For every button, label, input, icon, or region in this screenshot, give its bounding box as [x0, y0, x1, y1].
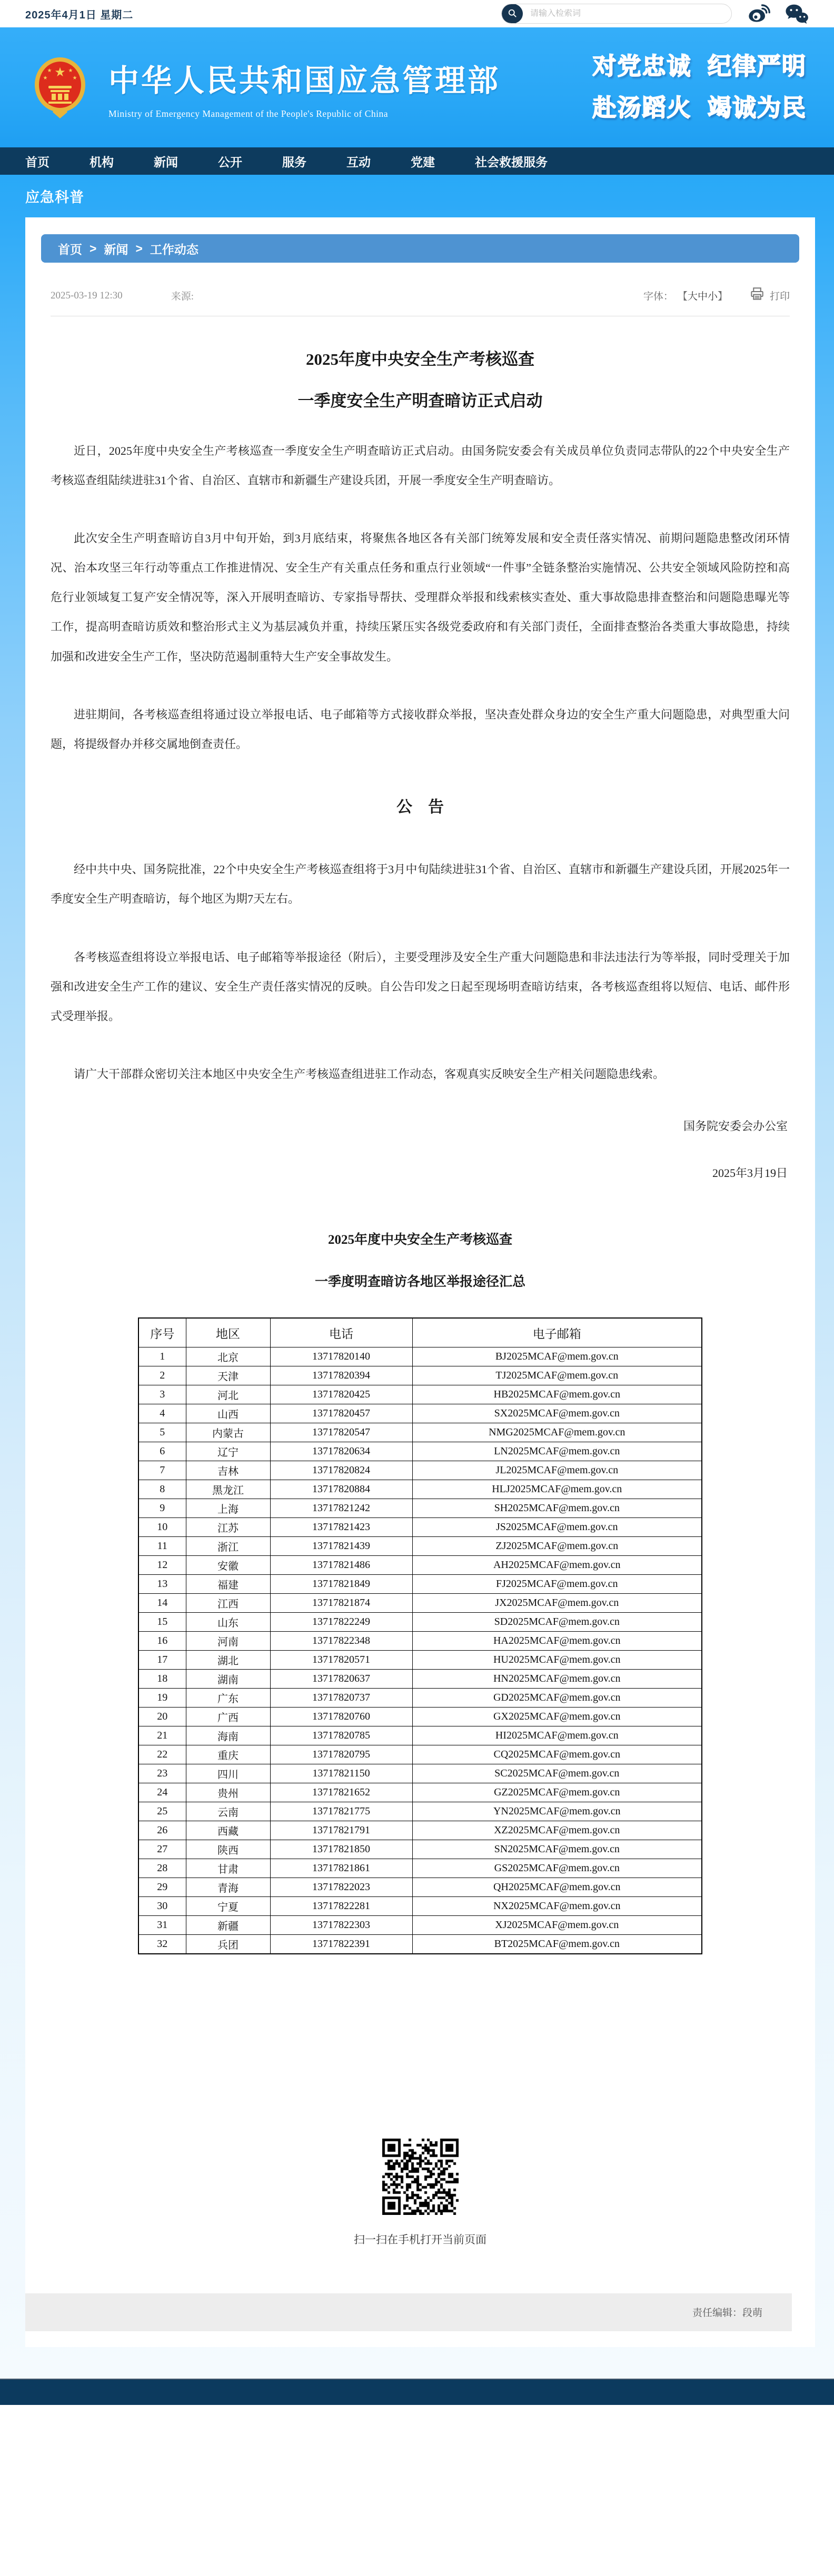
table-row — [138, 1347, 702, 1366]
source-label: 来源: — [171, 291, 194, 302]
row-index-cell: 24 — [138, 1783, 186, 1802]
phone-cell: 13717821423 — [270, 1518, 412, 1537]
content-background — [0, 175, 834, 2379]
table-row — [138, 1499, 702, 1518]
email-cell: XJ2025MCAF@mem.gov.cn — [412, 1916, 702, 1935]
region-cell: 上海 — [186, 1499, 270, 1518]
phone-cell: 13717821861 — [270, 1859, 412, 1878]
row-index-cell: 13 — [138, 1575, 186, 1594]
email-cell: HA2025MCAF@mem.gov.cn — [412, 1632, 702, 1651]
region-cell: 西藏 — [186, 1821, 270, 1840]
table-title-line1: 2025年度中央安全生产考核巡查 — [327, 1232, 512, 1247]
svg-text:★: ★ — [54, 65, 66, 79]
table-row — [138, 1859, 702, 1878]
weibo-icon[interactable] — [748, 2, 771, 25]
region-cell: 江苏 — [186, 1518, 270, 1537]
email-cell: GZ2025MCAF@mem.gov.cn — [412, 1783, 702, 1802]
email-cell: JX2025MCAF@mem.gov.cn — [412, 1594, 702, 1613]
nav-item-7[interactable]: 社会救援服务 — [475, 155, 548, 169]
article-body — [51, 436, 790, 1089]
table-row — [138, 1594, 702, 1613]
phone-cell: 13717820785 — [270, 1726, 412, 1745]
row-index-cell: 21 — [138, 1726, 186, 1745]
phone-cell: 13717821874 — [270, 1594, 412, 1613]
breadcrumb-separator: > — [90, 241, 97, 255]
phone-cell: 13717822348 — [270, 1632, 412, 1651]
region-cell: 福建 — [186, 1575, 270, 1594]
font-size-small[interactable]: 小 — [707, 291, 718, 302]
phone-cell: 13717821652 — [270, 1783, 412, 1802]
row-index-cell: 16 — [138, 1632, 186, 1651]
table-row — [138, 1764, 702, 1783]
search-button[interactable] — [502, 4, 523, 24]
row-index-cell: 31 — [138, 1916, 186, 1935]
email-cell: NMG2025MCAF@mem.gov.cn — [412, 1423, 702, 1442]
article-title-line1: 2025年度中央安全生产考核巡查 — [306, 350, 534, 368]
table-row — [138, 1651, 702, 1670]
print-label: 打印 — [769, 291, 790, 302]
phone-cell: 13717820425 — [270, 1385, 412, 1404]
column-header-email: 电子邮箱 — [412, 1318, 702, 1347]
table-row — [138, 1821, 702, 1840]
phone-cell: 13717820547 — [270, 1423, 412, 1442]
phone-cell: 13717821849 — [270, 1575, 412, 1594]
table-row — [138, 1461, 702, 1480]
region-cell: 海南 — [186, 1726, 270, 1745]
notice-title: 公 告 — [396, 798, 444, 816]
article-card — [25, 217, 815, 2347]
editor-bar — [25, 2293, 792, 2331]
article-paragraph: 此次安全生产明查暗访自3月中旬开始，到3月底结束，将聚焦各地区各有关部门统筹发展和安全责任落实情况、前期问题隐患整改闭环情况、治本攻坚三年行动等重点工作推进情况、安全生产有关重点任务和重点行业领域“一件事”全链条整治实施情况、公共安全领域风险防控和高危行业领域复工复产安全情况等，深入开展明查暗访、专家指导帮扶、受理群众举报和线索核实查处、重大事故隐患排查整治和问题隐患曝光等工作，提高明查暗访质效和整治形式主义为基层减负并重，持续压紧压实各级党委政府和有关部门责任，全面排查整治各类重大事故隐患，持续加强和改进安全生产工作，坚决防范遏制重特大生产安全事故发生。 — [51, 532, 790, 663]
region-cell: 河北 — [186, 1385, 270, 1404]
row-index-cell: 12 — [138, 1556, 186, 1575]
main-nav — [0, 147, 834, 175]
row-index-cell: 1 — [138, 1347, 186, 1366]
phone-cell: 13717820394 — [270, 1366, 412, 1385]
region-cell: 吉林 — [186, 1461, 270, 1480]
region-cell: 青海 — [186, 1878, 270, 1897]
phone-cell: 13717822249 — [270, 1613, 412, 1632]
qr-section — [25, 2139, 815, 2247]
masthead — [0, 27, 834, 147]
table-row — [138, 1366, 702, 1385]
region-cell: 广西 — [186, 1708, 270, 1726]
phone-cell: 13717822303 — [270, 1916, 412, 1935]
social-links — [748, 2, 809, 25]
phone-cell: 13717821486 — [270, 1556, 412, 1575]
region-cell: 山东 — [186, 1613, 270, 1632]
publish-datetime: 2025-03-19 12:30 — [51, 289, 123, 301]
article-meta — [51, 287, 790, 304]
print-button[interactable] — [750, 287, 790, 304]
region-cell: 辽宁 — [186, 1442, 270, 1461]
region-cell: 河南 — [186, 1632, 270, 1651]
region-cell: 浙江 — [186, 1537, 270, 1556]
site-footer — [0, 2379, 834, 2405]
email-cell: NX2025MCAF@mem.gov.cn — [412, 1897, 702, 1916]
table-row — [138, 1745, 702, 1764]
font-size-switcher — [678, 288, 728, 303]
region-cell: 湖北 — [186, 1651, 270, 1670]
breadcrumb-item-0[interactable]: 首页 — [58, 242, 82, 256]
row-index-cell: 10 — [138, 1518, 186, 1537]
phone-cell: 13717821439 — [270, 1537, 412, 1556]
column-header-phone: 电话 — [270, 1318, 412, 1347]
email-cell: JS2025MCAF@mem.gov.cn — [412, 1518, 702, 1537]
email-cell: AH2025MCAF@mem.gov.cn — [412, 1556, 702, 1575]
email-cell: CQ2025MCAF@mem.gov.cn — [412, 1745, 702, 1764]
row-index-cell: 18 — [138, 1670, 186, 1689]
phone-cell: 13717820634 — [270, 1442, 412, 1461]
table-row — [138, 1689, 702, 1708]
table-row — [138, 1878, 702, 1897]
region-cell: 黑龙江 — [186, 1480, 270, 1499]
table-row — [138, 1726, 702, 1745]
table-row — [138, 1537, 702, 1556]
search-input[interactable] — [523, 9, 731, 18]
wechat-icon[interactable] — [785, 3, 809, 25]
slogan-line-1: 对党忠诚 纪律严明 — [592, 53, 807, 80]
email-cell: LN2025MCAF@mem.gov.cn — [412, 1442, 702, 1461]
svg-text:★: ★ — [47, 68, 52, 74]
region-cell: 安徽 — [186, 1556, 270, 1575]
column-header-region: 地区 — [186, 1318, 270, 1347]
row-index-cell: 9 — [138, 1499, 186, 1518]
email-cell: SC2025MCAF@mem.gov.cn — [412, 1764, 702, 1783]
email-cell: HN2025MCAF@mem.gov.cn — [412, 1670, 702, 1689]
row-index-cell: 4 — [138, 1404, 186, 1423]
region-cell: 陕西 — [186, 1840, 270, 1859]
slogan-line-2: 赴汤蹈火 竭诚为民 — [592, 94, 807, 121]
table-row — [138, 1442, 702, 1461]
email-cell: GX2025MCAF@mem.gov.cn — [412, 1708, 702, 1726]
region-cell: 北京 — [186, 1347, 270, 1366]
table-row — [138, 1897, 702, 1916]
svg-text:★: ★ — [72, 75, 77, 81]
bracket-close: 】 — [717, 291, 728, 302]
row-index-cell: 29 — [138, 1878, 186, 1897]
table-row — [138, 1802, 702, 1821]
row-index-cell: 8 — [138, 1480, 186, 1499]
table-row — [138, 1575, 702, 1594]
phone-cell: 13717822281 — [270, 1897, 412, 1916]
table-row — [138, 1783, 702, 1802]
notice-paragraph: 请广大干部群众密切关注本地区中央安全生产考核巡查组进驻工作动态，客观真实反映安全生产相关问题隐患线索。 — [74, 1067, 665, 1081]
phone-cell: 13717821242 — [270, 1499, 412, 1518]
font-size-medium[interactable]: 中 — [697, 291, 708, 302]
region-cell: 贵州 — [186, 1783, 270, 1802]
region-cell: 宁夏 — [186, 1897, 270, 1916]
region-cell: 内蒙古 — [186, 1423, 270, 1442]
row-index-cell: 20 — [138, 1708, 186, 1726]
table-row — [138, 1385, 702, 1404]
report-channels-table — [138, 1317, 702, 1954]
signature-date: 2025年3月19日 — [712, 1166, 788, 1180]
row-index-cell: 7 — [138, 1461, 186, 1480]
responsible-editor: 责任编辑：段萌 — [692, 2308, 762, 2319]
ministry-title-en: Ministry of Emergency Management of the People's Republic of China — [108, 108, 389, 119]
email-cell: FJ2025MCAF@mem.gov.cn — [412, 1575, 702, 1594]
printer-icon — [750, 287, 764, 304]
table-row — [138, 1840, 702, 1859]
table-row — [138, 1632, 702, 1651]
email-cell: SH2025MCAF@mem.gov.cn — [412, 1499, 702, 1518]
region-cell: 新疆 — [186, 1916, 270, 1935]
email-cell: SN2025MCAF@mem.gov.cn — [412, 1840, 702, 1859]
article-paragraph: 进驻期间，各考核巡查组将通过设立举报电话、电子邮箱等方式接收群众举报，坚决查处群众身边的安全生产重大问题隐患，对典型重大问题，将提级督办并移交属地倒查责任。 — [51, 707, 790, 751]
utility-bar — [0, 0, 834, 27]
email-cell: HI2025MCAF@mem.gov.cn — [412, 1726, 702, 1745]
phone-cell: 13717820637 — [270, 1670, 412, 1689]
table-title-line2: 一季度明查暗访各地区举报途径汇总 — [314, 1274, 525, 1289]
row-index-cell: 25 — [138, 1802, 186, 1821]
region-cell: 广东 — [186, 1689, 270, 1708]
breadcrumb-item-2: 工作动态 — [150, 242, 198, 256]
phone-cell: 13717820571 — [270, 1651, 412, 1670]
region-cell: 湖南 — [186, 1670, 270, 1689]
article-paragraph: 近日，2025年度中央安全生产考核巡查一季度安全生产明查暗访正式启动。由国务院安委会有关成员单位负责同志带队的22个中央安全生产考核巡查组陆续进驻31个省、自治区、直辖市和新疆生产建设兵团，开展一季度安全生产明查暗访。 — [51, 444, 790, 487]
report-table-body — [138, 1347, 702, 1954]
breadcrumb-item-1[interactable]: 新闻 — [104, 242, 128, 256]
region-cell: 天津 — [186, 1366, 270, 1385]
row-index-cell: 26 — [138, 1821, 186, 1840]
breadcrumb — [41, 234, 799, 263]
phone-cell: 13717820884 — [270, 1480, 412, 1499]
slogan-banner — [592, 46, 807, 129]
row-index-cell: 15 — [138, 1613, 186, 1632]
region-cell: 兵团 — [186, 1935, 270, 1954]
table-row — [138, 1404, 702, 1423]
row-index-cell: 22 — [138, 1745, 186, 1764]
row-index-cell: 32 — [138, 1935, 186, 1954]
qr-caption: 扫一扫在手机打开当前页面 — [354, 2233, 486, 2246]
phone-cell: 13717820140 — [270, 1347, 412, 1366]
row-index-cell: 2 — [138, 1366, 186, 1385]
font-size-large[interactable]: 大 — [687, 291, 698, 302]
table-header-row — [138, 1318, 702, 1347]
nav-item-5[interactable]: 互动 — [346, 155, 371, 169]
search-icon — [507, 8, 518, 20]
phone-cell: 13717821150 — [270, 1764, 412, 1783]
table-row — [138, 1670, 702, 1689]
national-emblem-icon — [34, 56, 86, 118]
table-row — [138, 1556, 702, 1575]
phone-cell: 13717820737 — [270, 1689, 412, 1708]
email-cell: BT2025MCAF@mem.gov.cn — [412, 1935, 702, 1954]
email-cell: XZ2025MCAF@mem.gov.cn — [412, 1821, 702, 1840]
notice-paragraph: 各考核巡查组将设立举报电话、电子邮箱等举报途径（附后），主要受理涉及安全生产重大问题隐患和非法违法行为等举报，同时受理关于加强和改进安全生产工作的建议、安全生产责任落实情况的反映。自公告印发之日起至现场明查暗访结束，各考核巡查组将以短信、电话、邮件形式受理举报。 — [51, 950, 790, 1023]
svg-text:★: ★ — [43, 75, 48, 81]
email-cell: TJ2025MCAF@mem.gov.cn — [412, 1366, 702, 1385]
font-size-label: 字体： — [643, 291, 673, 302]
table-row — [138, 1935, 702, 1954]
row-index-cell: 23 — [138, 1764, 186, 1783]
email-cell: HB2025MCAF@mem.gov.cn — [412, 1385, 702, 1404]
row-index-cell: 19 — [138, 1689, 186, 1708]
qr-code — [382, 2139, 459, 2215]
phone-cell: 13717820795 — [270, 1745, 412, 1764]
region-cell: 重庆 — [186, 1745, 270, 1764]
phone-cell: 13717820824 — [270, 1461, 412, 1480]
email-cell: QH2025MCAF@mem.gov.cn — [412, 1878, 702, 1897]
region-cell: 四川 — [186, 1764, 270, 1783]
email-cell: YN2025MCAF@mem.gov.cn — [412, 1802, 702, 1821]
row-index-cell: 3 — [138, 1385, 186, 1404]
email-cell: BJ2025MCAF@mem.gov.cn — [412, 1347, 702, 1366]
row-index-cell: 28 — [138, 1859, 186, 1878]
phone-cell: 13717821791 — [270, 1821, 412, 1840]
phone-cell: 13717821775 — [270, 1802, 412, 1821]
nav-item-2[interactable]: 新闻 — [154, 155, 178, 169]
nav-item-4[interactable]: 服务 — [282, 155, 306, 169]
row-index-cell: 5 — [138, 1423, 186, 1442]
article-title-line2: 一季度安全生产明查暗访正式启动 — [297, 392, 543, 410]
phone-cell: 13717822391 — [270, 1935, 412, 1954]
table-row — [138, 1613, 702, 1632]
bracket-open: 【 — [677, 291, 688, 302]
region-cell: 山西 — [186, 1404, 270, 1423]
email-cell: HU2025MCAF@mem.gov.cn — [412, 1651, 702, 1670]
email-cell: GD2025MCAF@mem.gov.cn — [412, 1689, 702, 1708]
svg-text:★: ★ — [68, 68, 73, 74]
region-cell: 云南 — [186, 1802, 270, 1821]
email-cell: HLJ2025MCAF@mem.gov.cn — [412, 1480, 702, 1499]
row-index-cell: 6 — [138, 1442, 186, 1461]
nav-item-6[interactable]: 党建 — [411, 155, 435, 169]
phone-cell: 13717820457 — [270, 1404, 412, 1423]
email-cell: JL2025MCAF@mem.gov.cn — [412, 1461, 702, 1480]
phone-cell: 13717822023 — [270, 1878, 412, 1897]
table-row — [138, 1916, 702, 1935]
email-cell: SD2025MCAF@mem.gov.cn — [412, 1613, 702, 1632]
email-cell: ZJ2025MCAF@mem.gov.cn — [412, 1537, 702, 1556]
nav-item-0[interactable]: 首页 — [25, 155, 49, 169]
column-header-index: 序号 — [138, 1318, 186, 1347]
breadcrumb-separator: > — [135, 241, 143, 255]
table-row — [138, 1480, 702, 1499]
table-row — [138, 1518, 702, 1537]
region-cell: 甘肃 — [186, 1859, 270, 1878]
nav-item-3[interactable]: 公开 — [218, 155, 242, 169]
row-index-cell: 30 — [138, 1897, 186, 1916]
ministry-title-cn: 中华人民共和国应急管理部 — [108, 63, 501, 98]
nav-item-1[interactable]: 机构 — [90, 155, 114, 169]
region-cell: 江西 — [186, 1594, 270, 1613]
table-row — [138, 1708, 702, 1726]
current-date: 2025年4月1日 星期二 — [25, 9, 134, 21]
search-box[interactable] — [501, 4, 732, 24]
band-label-yingji-kepu[interactable]: 应急科普 — [25, 189, 84, 205]
phone-cell: 13717821850 — [270, 1840, 412, 1859]
email-cell: GS2025MCAF@mem.gov.cn — [412, 1859, 702, 1878]
row-index-cell: 11 — [138, 1537, 186, 1556]
row-index-cell: 17 — [138, 1651, 186, 1670]
row-index-cell: 14 — [138, 1594, 186, 1613]
row-index-cell: 27 — [138, 1840, 186, 1859]
signature-org: 国务院安委会办公室 — [683, 1119, 788, 1133]
phone-cell: 13717820760 — [270, 1708, 412, 1726]
email-cell: SX2025MCAF@mem.gov.cn — [412, 1404, 702, 1423]
table-row — [138, 1423, 702, 1442]
notice-paragraph: 经中共中央、国务院批准，22个中央安全生产考核巡查组将于3月中旬陆续进驻31个省、自治区、直辖市和新疆生产建设兵团，开展2025年一季度安全生产明查暗访，每个地区为期7天左右。 — [51, 863, 790, 906]
